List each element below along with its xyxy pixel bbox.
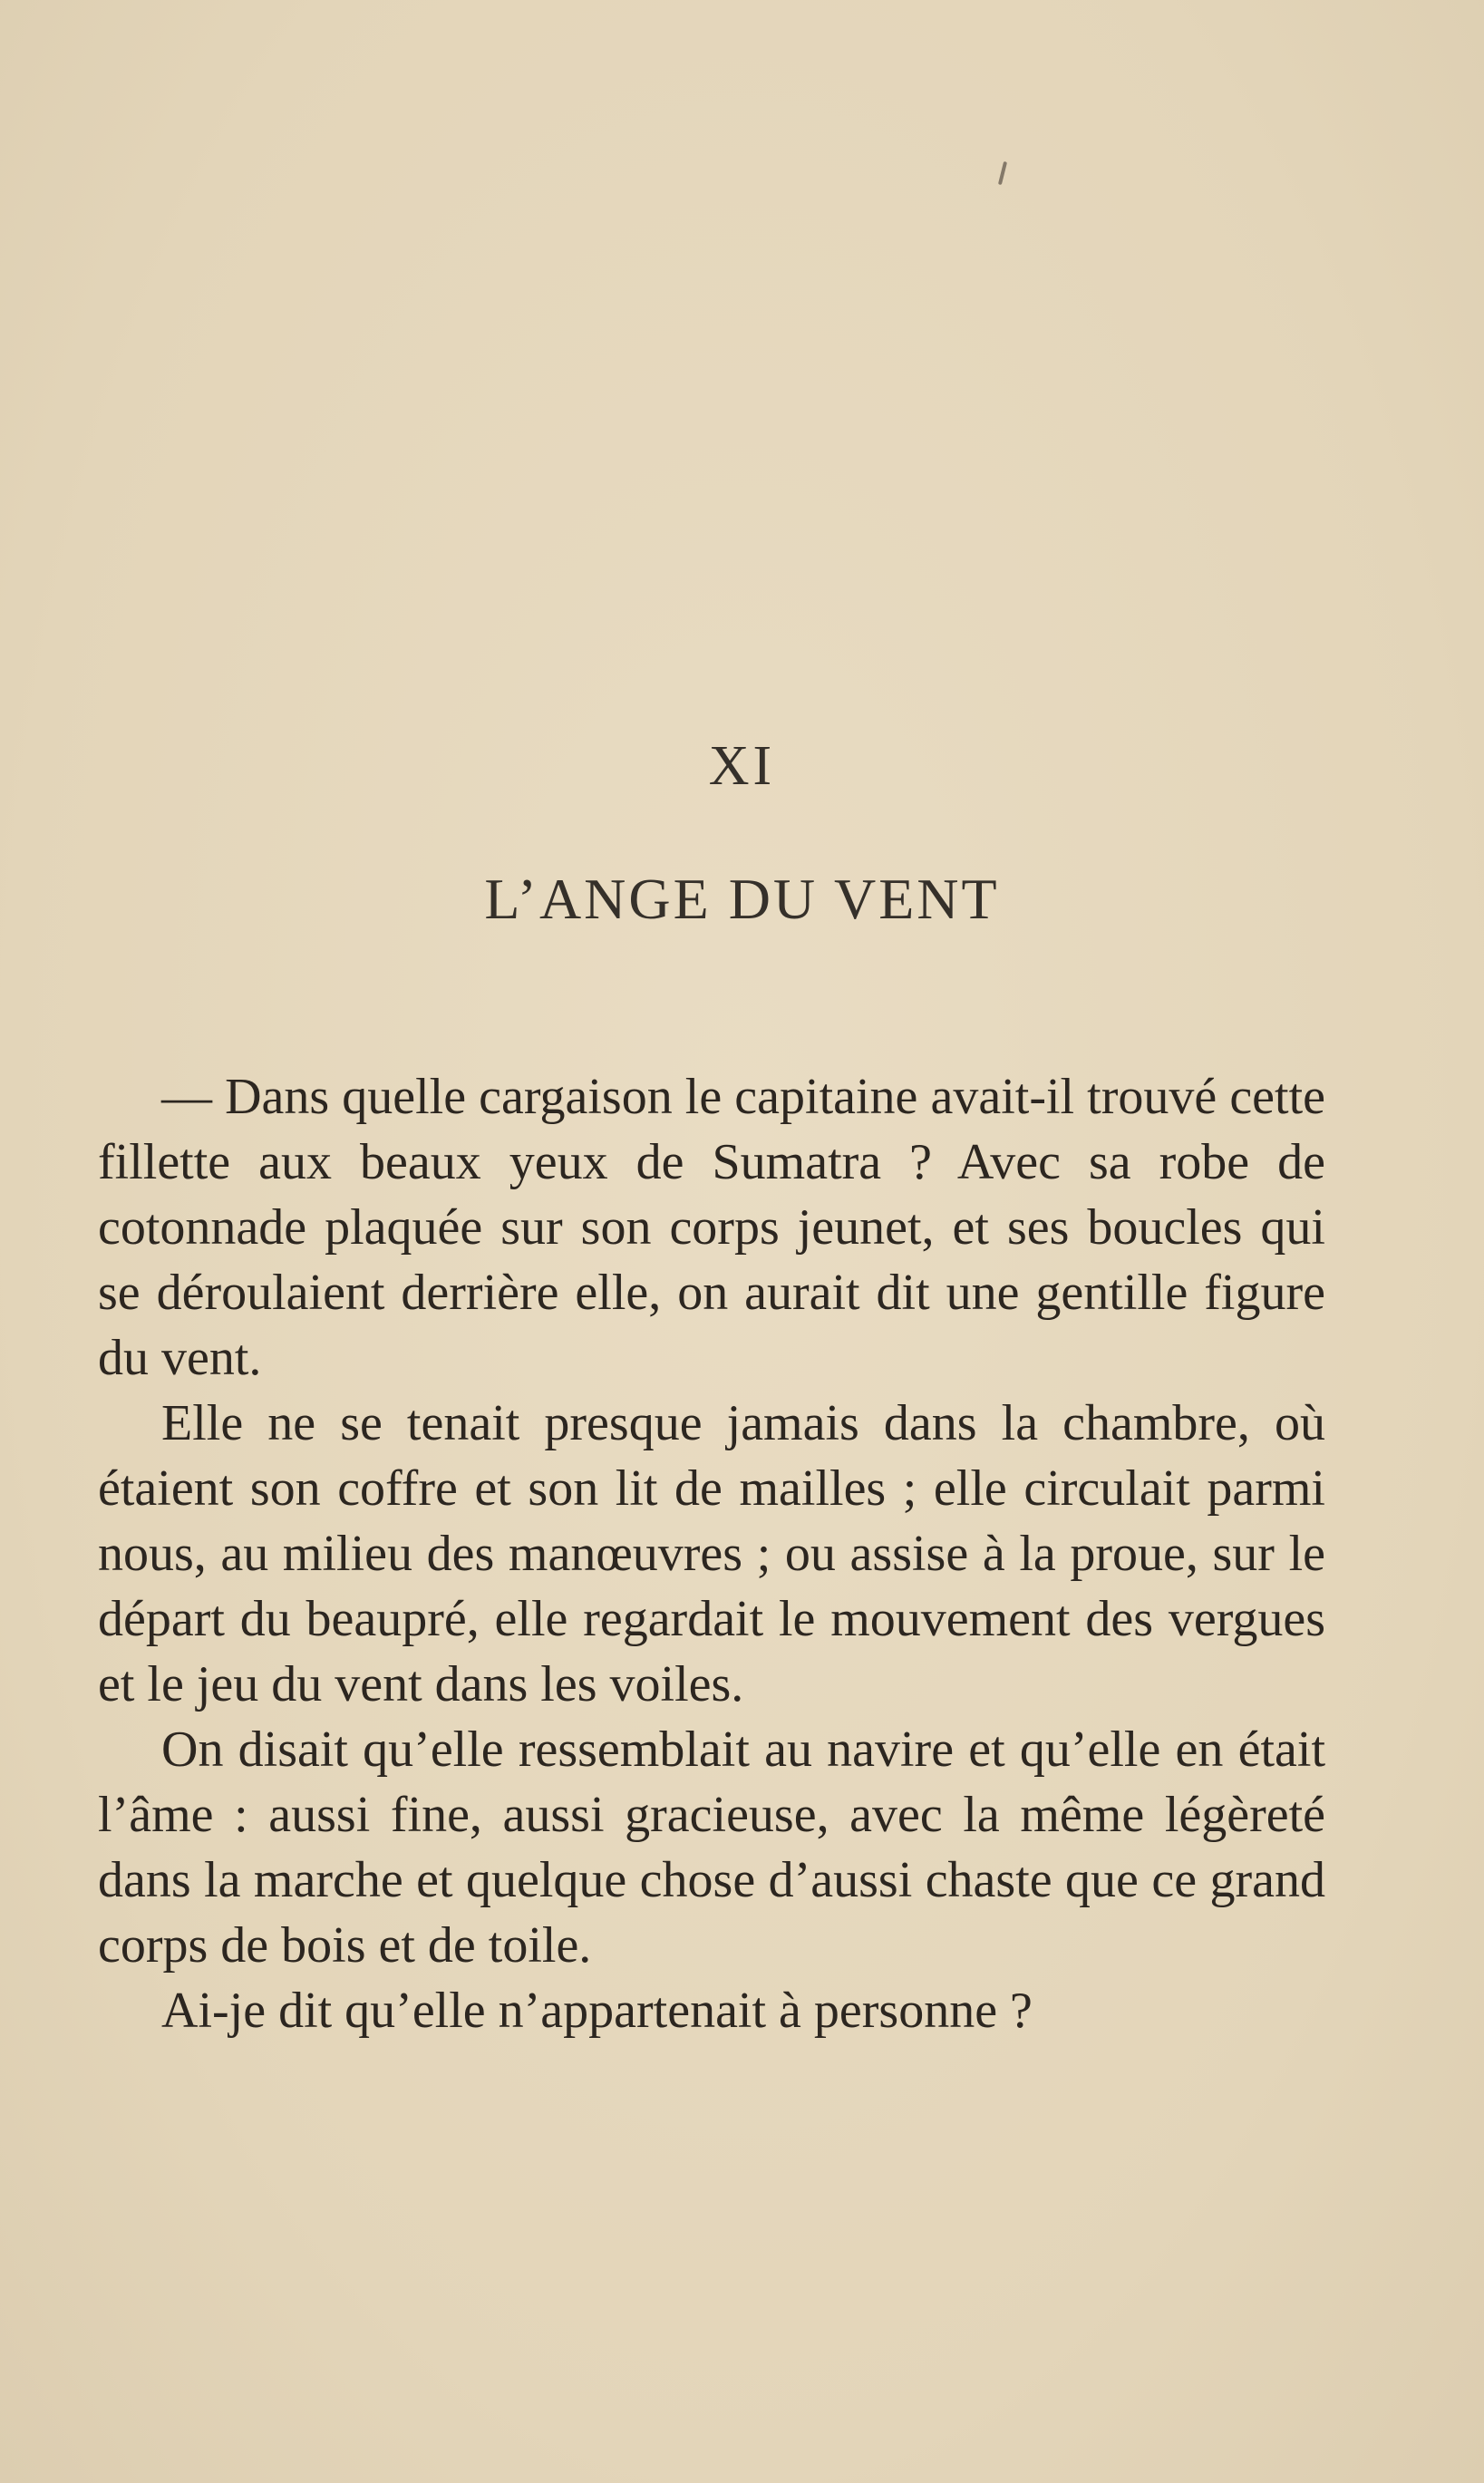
chapter-title: L’ANGE DU VENT <box>484 867 1000 931</box>
paragraph: — Dans quelle cargaison le capitaine avait-il trouvé cette fillette aux beaux yeux de Sumatra ? Avec sa robe de cotonnade plaquée sur son corps jeunet, et ses boucles qui se déroulaient derrière elle, on aurait dit une gentille figure du vent. <box>98 1069 1325 1386</box>
ink-mark <box>998 161 1007 185</box>
paragraph: Ai-je dit qu’elle n’appartenait à personne ? <box>161 1983 1033 2039</box>
paragraph: Elle ne se tenait presque jamais dans la chambre, où étaient son coffre et son lit de mailles ; elle circulait parmi nous, au milieu des manœuvres ; ou assise à la proue, sur le départ du beaupré, elle regardait le mouvement des vergues et le jeu du vent dans les voiles. <box>98 1395 1325 1712</box>
chapter-number: XI <box>708 735 776 797</box>
body-text <box>98 1064 1325 2043</box>
paragraph: On disait qu’elle ressemblait au navire et qu’elle en était l’âme : aussi fine, aussi gracieuse, avec la même légèreté dans la marche et quelque chose d’aussi chaste que ce grand corps de bois et de toile. <box>98 1722 1325 1974</box>
